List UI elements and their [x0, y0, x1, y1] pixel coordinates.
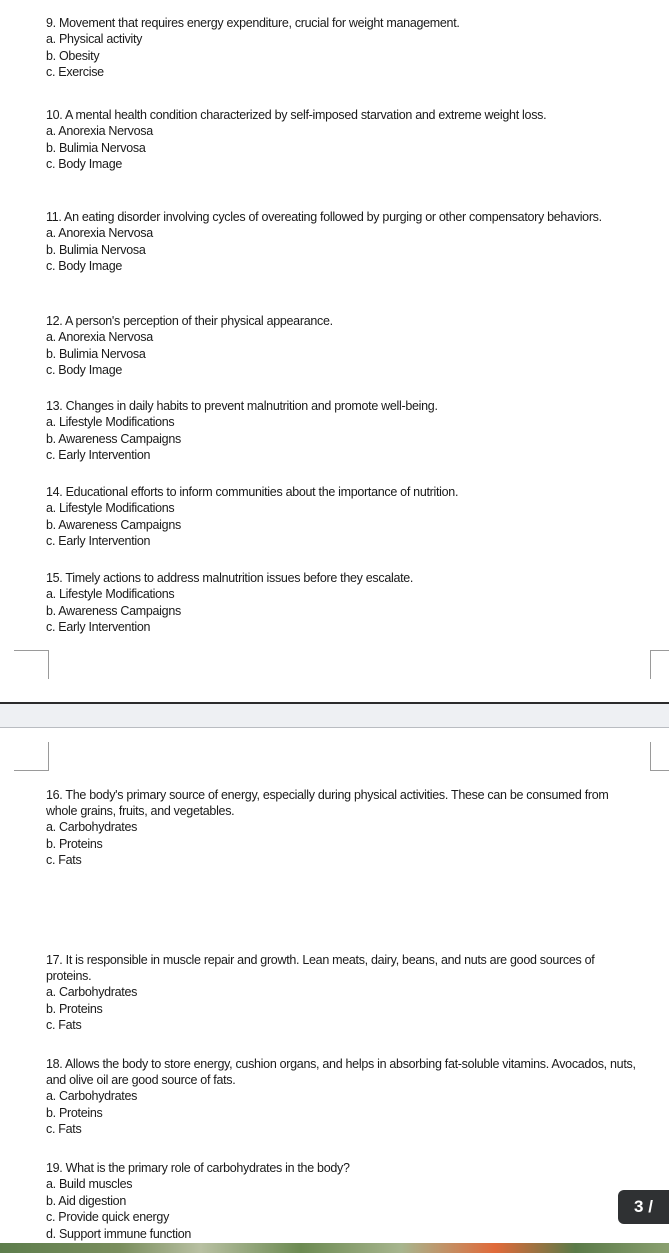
option-b: b. Proteins — [46, 1105, 103, 1120]
option-c: c. Provide quick energy — [46, 1210, 170, 1224]
question-13 — [46, 398, 636, 464]
crop-mark-bottom-right — [650, 650, 669, 679]
question-text: 15. Timely actions to address malnutrition issues before they escalate. — [46, 571, 414, 585]
option-c: c. Fats — [46, 1018, 82, 1032]
option-a: a. Lifestyle Modifications — [46, 587, 175, 601]
question-text: 19. What is the primary role of carbohydrates in the body? — [46, 1161, 350, 1175]
question-17 — [46, 952, 636, 1034]
option-b: b. Awareness Campaigns — [46, 517, 181, 532]
question-text: 16. The body's primary source of energy, especially during physical activities. These can be consumed from whole grains, fruits, and vegetables. — [46, 788, 609, 818]
option-b: b. Bulimia Nervosa — [46, 346, 146, 361]
option-a: a. Physical activity — [46, 32, 143, 46]
question-text: 12. A person's perception of their physical appearance. — [46, 314, 333, 328]
question-15 — [46, 570, 636, 636]
option-a: a. Anorexia Nervosa — [46, 124, 153, 138]
question-text: 9. Movement that requires energy expenditure, crucial for weight management. — [46, 16, 460, 30]
option-c: c. Early Intervention — [46, 620, 151, 634]
option-d: d. Support immune function — [46, 1226, 192, 1241]
option-c: c. Fats — [46, 853, 82, 867]
option-a: a. Anorexia Nervosa — [46, 330, 153, 344]
option-c: c. Exercise — [46, 65, 104, 79]
option-c: c. Early Intervention — [46, 534, 151, 548]
crop-mark-top-left — [14, 742, 49, 771]
option-b: b. Aid digestion — [46, 1193, 126, 1208]
option-a: a. Lifestyle Modifications — [46, 501, 175, 515]
question-text: 18. Allows the body to store energy, cushion organs, and helps in absorbing fat-soluble vitamins. Avocados, nuts, and olive oil are good source of fats. — [46, 1057, 636, 1087]
question-19 — [46, 1160, 636, 1242]
question-18 — [46, 1056, 636, 1138]
option-b: b. Obesity — [46, 48, 100, 63]
option-a: a. Carbohydrates — [46, 820, 138, 834]
option-b: b. Awareness Campaigns — [46, 603, 181, 618]
option-c: c. Body Image — [46, 363, 123, 377]
option-a: a. Lifestyle Modifications — [46, 415, 175, 429]
question-12 — [46, 313, 636, 379]
option-a: a. Carbohydrates — [46, 985, 138, 999]
question-text: 11. An eating disorder involving cycles of overeating followed by purging or other compensatory behaviors. — [46, 210, 602, 224]
question-14 — [46, 484, 636, 550]
option-a: a. Anorexia Nervosa — [46, 226, 153, 240]
background-photo-strip — [0, 1243, 669, 1253]
question-11 — [46, 209, 636, 275]
option-c: c. Body Image — [46, 259, 123, 273]
option-b: b. Bulimia Nervosa — [46, 140, 146, 155]
question-text: 14. Educational efforts to inform communities about the importance of nutrition. — [46, 485, 459, 499]
option-c: c. Early Intervention — [46, 448, 151, 462]
option-b: b. Proteins — [46, 836, 103, 851]
option-c: c. Body Image — [46, 157, 123, 171]
option-a: a. Carbohydrates — [46, 1089, 138, 1103]
question-text: 10. A mental health condition characterized by self-imposed starvation and extreme weight loss. — [46, 108, 547, 122]
question-text: 17. It is responsible in muscle repair and growth. Lean meats, dairy, beans, and nuts are good sources of proteins. — [46, 953, 595, 983]
option-b: b. Bulimia Nervosa — [46, 242, 146, 257]
option-b: b. Awareness Campaigns — [46, 431, 181, 446]
question-text: 13. Changes in daily habits to prevent malnutrition and promote well-being. — [46, 399, 438, 413]
option-b: b. Proteins — [46, 1001, 103, 1016]
page-separator — [0, 702, 669, 728]
question-16 — [46, 787, 636, 869]
question-9 — [46, 15, 636, 81]
option-c: c. Fats — [46, 1122, 82, 1136]
page-number-badge[interactable]: 3 / — [618, 1190, 669, 1224]
option-a: a. Build muscles — [46, 1177, 133, 1191]
question-10 — [46, 107, 636, 173]
crop-mark-top-right — [650, 742, 669, 771]
crop-mark-bottom-left — [14, 650, 49, 679]
